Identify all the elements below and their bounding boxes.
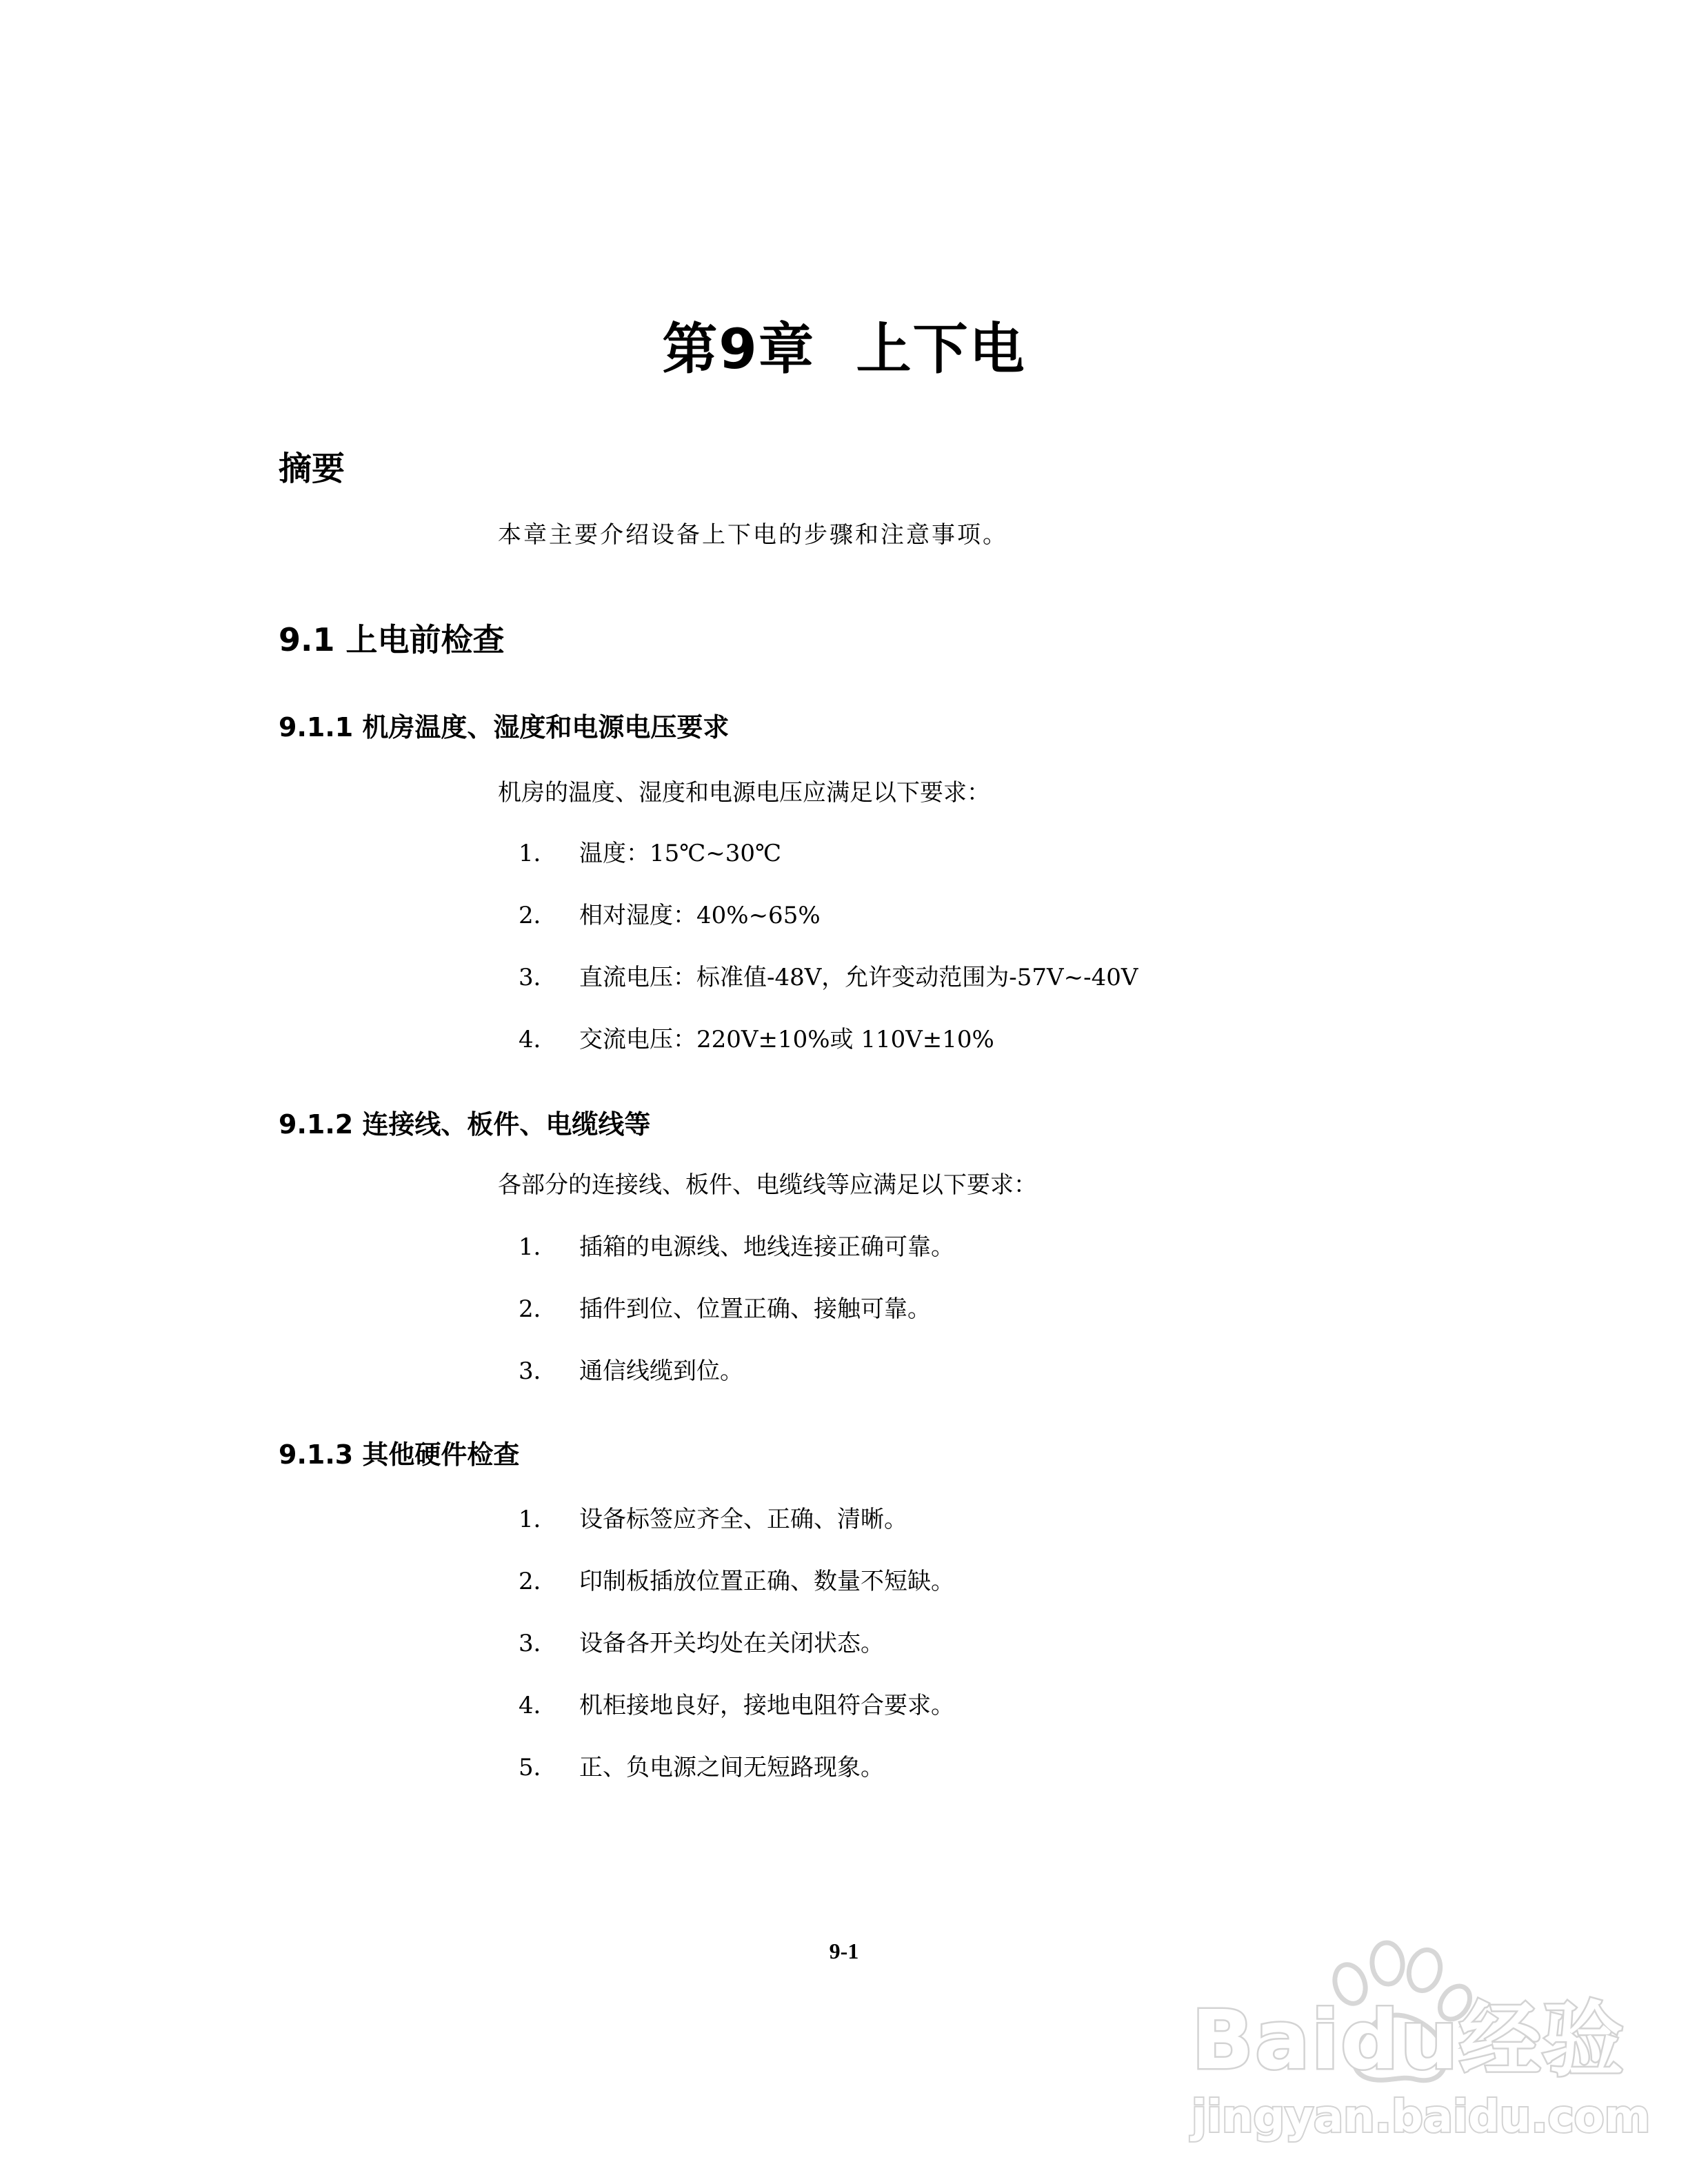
list-item-number: 4． [519, 1692, 557, 1719]
chapter-title: 第9章 上下电 [662, 317, 1026, 381]
list-item-text: 温度：15℃~30℃ [579, 840, 782, 867]
section-9-1-heading: 9.1 上电前检查 [279, 621, 505, 658]
list-item-text: 通信线缆到位。 [579, 1357, 743, 1385]
list-item-number: 5． [519, 1754, 557, 1781]
list-item-number: 3． [519, 1630, 557, 1657]
section-9-1-2-intro: 各部分的连接线、板件、电缆线等应满足以下要求： [498, 1171, 1037, 1199]
section-9-1-3-heading: 9.1.3 其他硬件检查 [279, 1439, 520, 1470]
list-item-number: 3． [519, 964, 557, 991]
list-item-text: 直流电压：标准值-48V，允许变动范围为-57V~-40V [579, 964, 1138, 991]
list-item-number: 2． [519, 902, 557, 929]
baidu-jingyan-watermark [1172, 1889, 1651, 2165]
section-9-1-2-heading: 9.1.2 连接线、板件、电缆线等 [279, 1109, 651, 1140]
page-number: 9-1 [829, 1939, 859, 1963]
list-item-number: 1． [519, 840, 557, 867]
abstract-heading: 摘要 [279, 449, 345, 488]
watermark-brand: Baidu经验 [1192, 1992, 1625, 2087]
list-item-number: 1． [519, 1233, 557, 1261]
list-item-number: 4． [519, 1026, 557, 1053]
list-item-number: 1． [519, 1506, 557, 1533]
list-item-text: 相对湿度：40%~65% [579, 902, 821, 929]
list-item-text: 插件到位、位置正确、接触可靠。 [579, 1295, 931, 1323]
section-9-1-1-heading: 9.1.1 机房温度、湿度和电源电压要求 [279, 712, 730, 742]
list-item-text: 机柜接地良好，接地电阻符合要求。 [579, 1692, 954, 1719]
section-9-1-1-intro: 机房的温度、湿度和电源电压应满足以下要求： [498, 779, 990, 807]
list-item-text: 设备标签应齐全、正确、清晰。 [579, 1506, 907, 1533]
list-item-number: 2． [519, 1568, 557, 1595]
list-item-number: 2． [519, 1295, 557, 1323]
list-item-text: 交流电压：220V±10%或 110V±10% [579, 1026, 994, 1053]
watermark-url: jingyan.baidu.com [1192, 2092, 1651, 2143]
list-item-number: 3． [519, 1357, 557, 1385]
list-item-text: 插箱的电源线、地线连接正确可靠。 [579, 1233, 954, 1261]
list-item-text: 设备各开关均处在关闭状态。 [579, 1630, 884, 1657]
list-item-text: 印制板插放位置正确、数量不短缺。 [579, 1568, 954, 1595]
abstract-text: 本章主要介绍设备上下电的步骤和注意事项。 [498, 521, 1008, 549]
list-item-text: 正、负电源之间无短路现象。 [579, 1754, 884, 1781]
